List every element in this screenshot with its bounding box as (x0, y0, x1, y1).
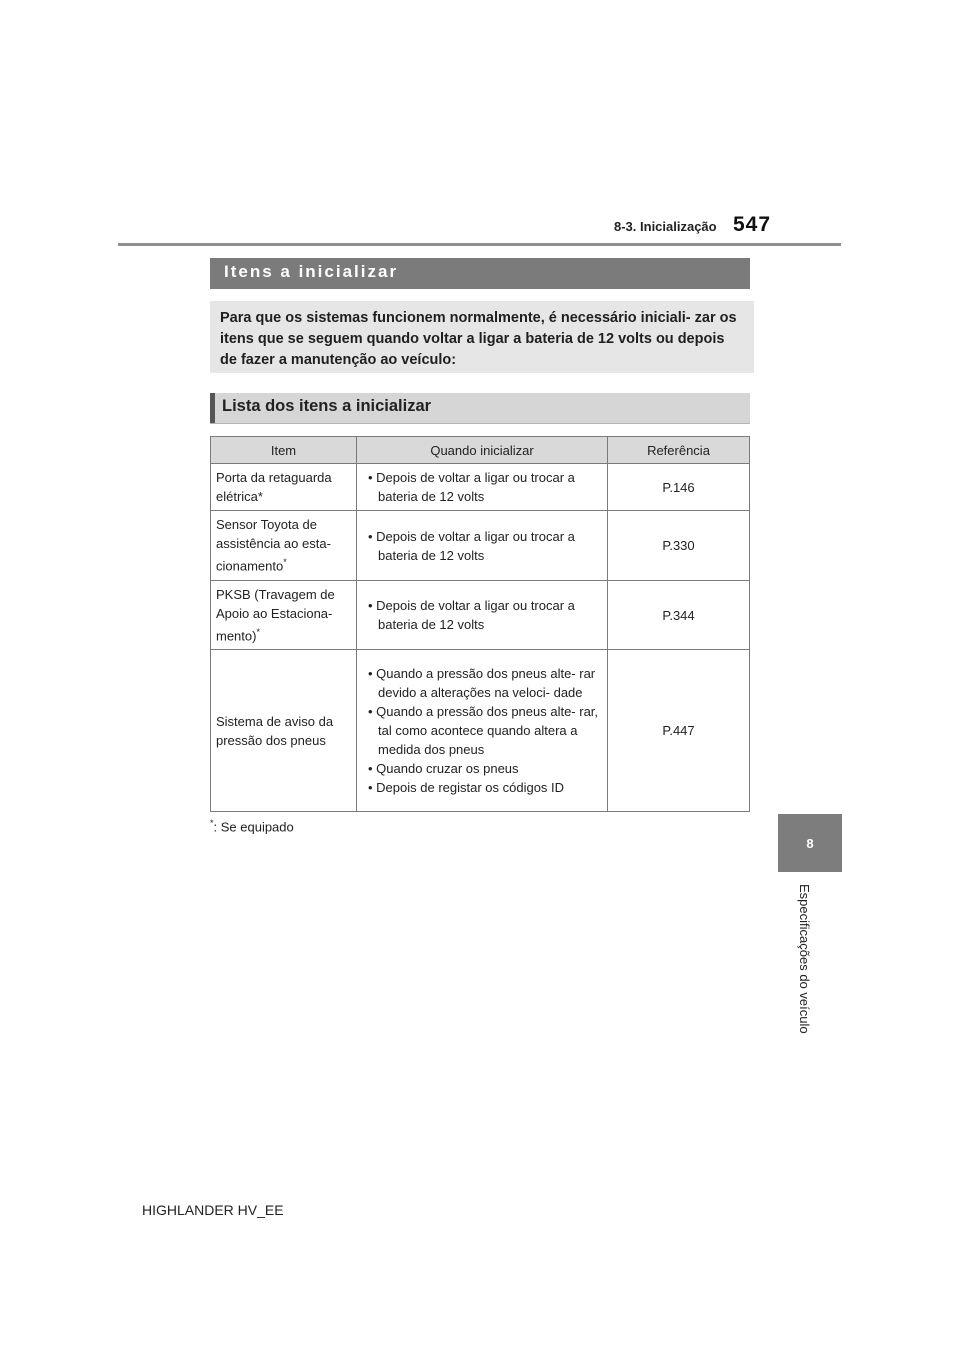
when-list (362, 527, 602, 565)
intro-box (210, 301, 754, 373)
section-heading: 8-3. Inicialização (614, 219, 717, 234)
when-item: • Depois de registar os códigos ID (362, 778, 602, 797)
when-list (362, 664, 602, 797)
item-cell (211, 511, 357, 581)
chapter-tab[interactable] (778, 814, 842, 872)
items-table (210, 436, 750, 812)
subsection-title-bar (210, 393, 750, 424)
table-row (211, 464, 750, 511)
when-list (362, 468, 602, 506)
when-item: • Depois de voltar a ligar ou trocar a bateria de 12 volts (362, 527, 602, 565)
page-reference-link[interactable]: P.146 (662, 479, 695, 495)
when-item: • Quando a pressão dos pneus alte- rar devido a alterações na veloci- dade (362, 664, 602, 702)
when-item: • Depois de voltar a ligar ou trocar a bateria de 12 volts (362, 468, 602, 506)
reference-cell (608, 511, 750, 581)
when-item: • Quando a pressão dos pneus alte- rar, tal como acontece quando altera a medida dos pneus (362, 702, 602, 759)
section-title: Itens a inicializar (224, 262, 399, 281)
equipped-mark: * (256, 627, 260, 637)
header-divider (118, 243, 841, 246)
when-cell (357, 581, 608, 650)
page-reference-link[interactable]: P.447 (662, 723, 695, 739)
when-list (362, 596, 602, 634)
column-header-reference: Referência (608, 437, 750, 464)
footnote-mark: * (210, 818, 214, 828)
item-cell (211, 581, 357, 650)
when-item: • Quando cruzar os pneus (362, 759, 602, 778)
footnote-text: : Se equipado (213, 819, 294, 835)
page-number: 547 (733, 213, 772, 236)
reference-cell (608, 581, 750, 650)
equipped-mark: * (283, 557, 287, 568)
chapter-title: Especificações do veículo (797, 884, 812, 1034)
item-name: Sistema de aviso da pressão dos pneus (216, 713, 334, 748)
item-cell (211, 650, 357, 812)
reference-cell (608, 650, 750, 812)
page-reference-link[interactable]: P.344 (662, 607, 695, 623)
page-reference-link[interactable]: P.330 (662, 538, 695, 553)
equipped-mark: * (257, 489, 263, 504)
table-row (211, 511, 750, 581)
when-cell (357, 650, 608, 812)
when-cell (357, 464, 608, 511)
table-row (211, 581, 750, 650)
table-header-row (211, 437, 750, 464)
chapter-number: 8 (806, 835, 814, 851)
column-header-item: Item (211, 437, 357, 464)
item-name: PKSB (Travagem de Apoio ao Estaciona- mento) (216, 587, 335, 644)
section-title-bar (210, 258, 750, 289)
item-cell (211, 464, 357, 511)
footnote (210, 818, 294, 834)
item-name: Porta da retaguarda elétrica (216, 470, 332, 504)
intro-text: Para que os sistemas funcionem normalmente, é necessário iniciali- zar os itens que se seguem quando voltar a ligar a bateria de 12 volts ou depois de fazer a manutenção ao veículo: (220, 310, 737, 368)
reference-cell (608, 464, 750, 511)
footer-model: HIGHLANDER HV_EE (142, 1202, 284, 1218)
when-cell (357, 511, 608, 581)
subsection-accent (210, 393, 215, 423)
subsection-title: Lista dos itens a inicializar (222, 397, 432, 415)
item-name: Sensor Toyota de assistência ao esta- cionamento (216, 517, 331, 574)
table-row (211, 650, 750, 812)
column-header-when: Quando inicializar (357, 437, 608, 464)
when-item: • Depois de voltar a ligar ou trocar a bateria de 12 volts (362, 596, 602, 634)
